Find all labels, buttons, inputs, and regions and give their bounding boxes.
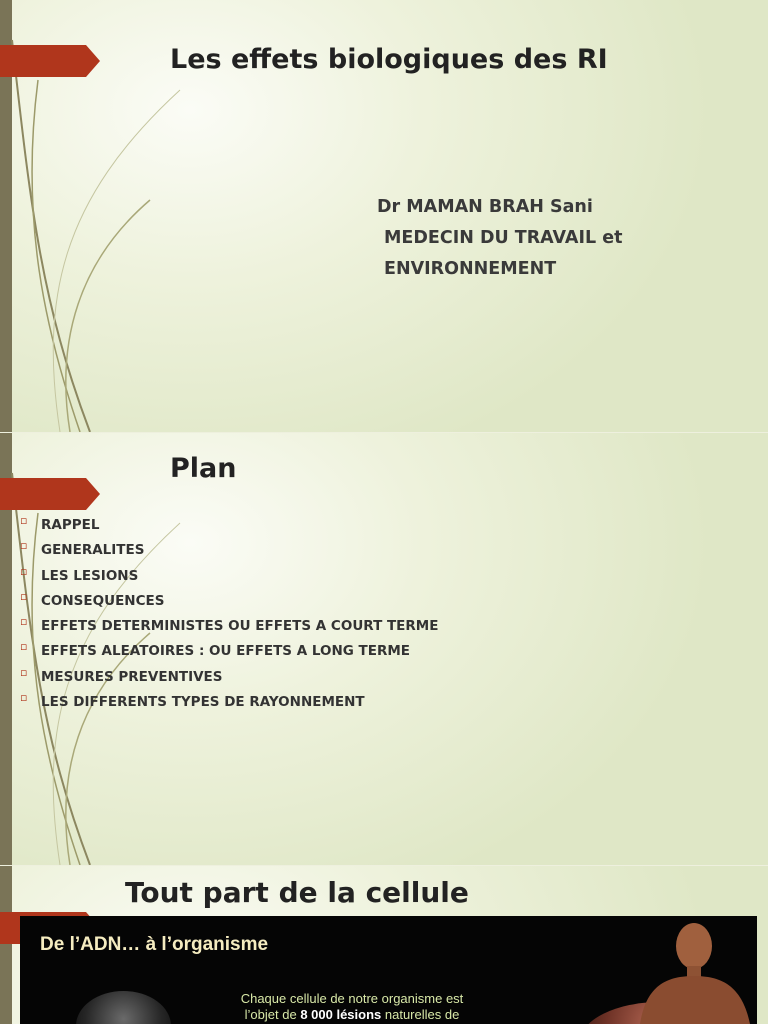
author-role-line2: ENVIRONNEMENT [384,259,557,279]
square-bullet-icon: ▫ [20,514,28,527]
slide-plan [0,433,768,865]
human-figure-graphic [632,916,757,1024]
slide-title [0,0,768,432]
left-stripe [0,866,12,1024]
author-role-line1: MEDECIN DU TRAVAIL et [384,228,623,248]
square-bullet-icon: ▫ [20,564,28,578]
list-item: ▫ EFFETS DETERMINISTES OU EFFETS A COURT TERME [20,615,439,635]
author-block [377,192,622,285]
dna-organism-image [20,916,757,1024]
list-item: ▫ LES LESIONS [20,564,139,584]
square-bullet-icon: ▫ [20,665,28,679]
list-item: ▫ EFFETS ALEATOIRES : OU EFFETS A LONG TERME [20,640,411,660]
author-name: Dr MAMAN BRAH Sani [377,197,593,217]
list-item: ▫ MESURES PREVENTIVES [20,665,223,685]
list-item: ▫ LES DIFFERENTS TYPES DE RAYONNEMENT [20,691,365,711]
slide-title-heading: Les effets biologiques des RI [170,44,608,75]
slide-cell [0,866,768,1024]
accent-tab-shape [0,478,100,510]
cell-sphere-graphic [76,991,171,1024]
list-item: ▫ GENERALITES [20,539,145,559]
image-heading: De l’ADN… à l’organisme [40,934,269,955]
list-item: ▫ RAPPEL [20,514,100,533]
list-item: ▫ CONSEQUENCES [20,589,165,609]
image-caption: Chaque cellule de notre organisme est l’objet de 8 000 lésions naturelles de [240,991,464,1022]
cell-title: Tout part de la cellule [125,876,469,909]
square-bullet-icon: ▫ [20,691,28,705]
square-bullet-icon: ▫ [20,640,28,654]
square-bullet-icon: ▫ [20,539,28,553]
plan-title: Plan [170,453,237,484]
plan-list [20,514,439,719]
accent-tab-shape [0,45,100,77]
square-bullet-icon: ▫ [20,589,28,603]
square-bullet-icon: ▫ [20,615,28,629]
